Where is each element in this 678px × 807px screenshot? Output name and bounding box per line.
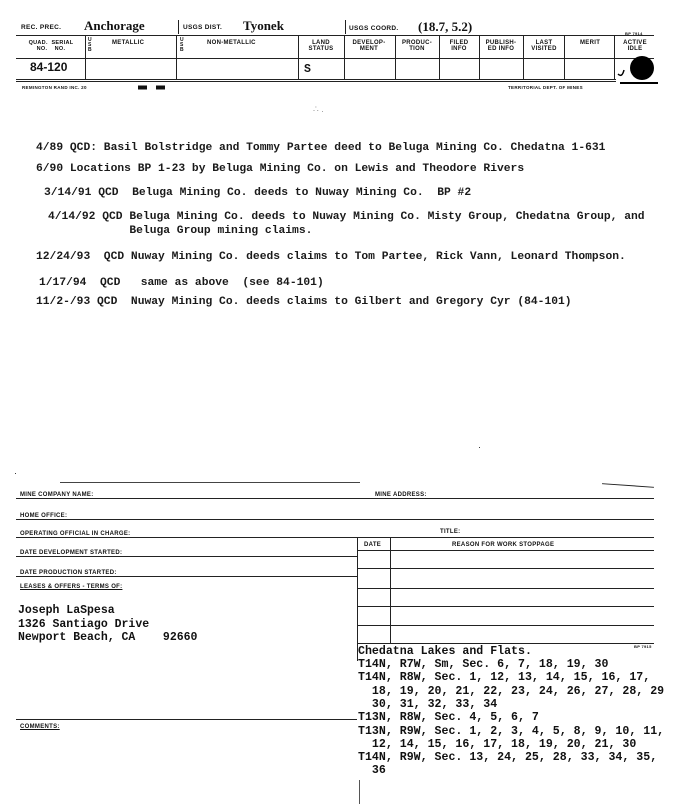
land-status-value: S [304,63,311,76]
legal-description-line: 36 [358,764,386,777]
production-label: PRODUC- TION [401,40,433,52]
land-status-label: LAND STATUS [308,40,334,52]
entry-line: 1/17/94 QCD same as above (see 84-101) [39,277,324,289]
comments-label: COMMENTS: [20,724,60,730]
filed-info-label: FILED INFO [449,40,469,52]
legal-tag: BP 7915 [634,644,652,649]
rec-prec-label: REC. PREC. [21,24,62,31]
usb-metallic-flags: U S B [88,37,92,53]
usb-nonmetallic-flags: U S B [180,37,184,53]
entry-line: 12/24/93 QCD Nuway Mining Co. deeds claims to Tom Partee, Rick Vann, Leonard Thompson. [36,251,626,263]
entry-line: 4/89 QCD: Basil Bolstridge and Tommy Partee deed to Beluga Mining Co. Chedatna 1-631 [36,142,606,154]
legal-description-line: T14N, R7W, Sm, Sec. 6, 7, 18, 19, 30 [358,658,609,671]
printer-mark-icon [138,85,178,91]
usgs-dist-value: Tyonek [243,18,284,33]
mine-address-label: MINE ADDRESS: [375,492,427,498]
smudge-mark: ∴ . [313,104,324,114]
entry-line: 4/14/92 QCD Beluga Mining Co. deeds to Nuway Mining Co. Misty Group, Chedatna Group, and [48,211,645,223]
nonmetallic-label: NON-METALLIC [207,40,256,46]
entry-line: 3/14/91 QCD Beluga Mining Co. deeds to Nuway Mining Co. BP #2 [44,187,472,199]
mine-company-label: MINE COMPANY NAME: [20,492,94,498]
home-office-label: HOME OFFICE: [20,513,68,519]
rec-prec-value: Anchorage [84,18,145,33]
printer-line: REMINGTON RAND INC. 20 [22,85,87,90]
legal-description-line: T13N, R8W, Sec. 4, 5, 6, 7 [358,711,539,724]
speck-mark: · [478,442,481,452]
entry-line: Beluga Group mining claims. [48,225,313,237]
usgs-dist-label: USGS DIST. [183,24,223,31]
status-dot-icon [612,52,658,86]
serial-number: 84-120 [30,60,68,74]
legal-description-line: T14N, R9W, Sec. 13, 24, 25, 28, 33, 34, 35, [358,751,658,764]
prod-started-label: DATE PRODUCTION STARTED: [20,570,117,576]
lessee-name: Joseph LaSpesa [18,604,115,617]
quad-serial-label: QUAD. SERIAL NO. NO. [28,40,74,52]
legal-description-line: T14N, R8W, Sec. 1, 12, 13, 14, 15, 16, 17, [358,671,651,684]
reason-column-header: REASON FOR WORK STOPPAGE [452,542,555,548]
dept-line: TERRITORIAL DEPT. OF MINES [508,85,583,90]
lessee-street: 1326 Santiago Drive [18,618,150,631]
legal-description-line: 18, 19, 20, 21, 22, 23, 24, 26, 27, 28, 29 [358,685,665,698]
lessee-city: Newport Beach, CA 92660 [18,631,198,644]
usgs-coord-label: USGS COORD. [349,25,399,32]
legal-description-line: T13N, R9W, Sec. 1, 2, 3, 4, 5, 8, 9, 10, 11, [358,725,665,738]
legal-description-line: 30, 31, 32, 33, 34 [358,698,498,711]
usgs-coord-value: (18.7, 5.2) [418,19,473,34]
date-column-header: DATE [364,542,382,548]
active-idle-label: ACTIVE IDLE [623,40,647,52]
entry-line: 11/2-/93 QCD Nuway Mining Co. deeds claims to Gilbert and Gregory Cyr (84-101) [36,296,572,308]
published-info-label: PUBLISH- ED INFO [485,40,517,52]
metallic-label: METALLIC [112,40,145,46]
merit-label: MERIT [580,40,601,46]
corner-curl-line [602,483,654,488]
operating-official-label: OPERATING OFFICIAL IN CHARGE: [20,531,131,537]
legal-description-line: 12, 14, 15, 16, 17, 18, 19, 20, 21, 30 [358,738,637,751]
title-label: TITLE: [440,529,461,535]
speck-mark: · [14,468,17,478]
form-number: BP 7914 [625,31,643,36]
dev-started-label: DATE DEVELOPMENT STARTED: [20,550,123,556]
last-visited-label: LAST VISITED [531,40,557,52]
development-label: DEVELOP- MENT [352,40,386,52]
legal-description-line: Chedatna Lakes and Flats. [358,645,532,658]
leases-label: LEASES & OFFERS - TERMS OF: [20,584,123,590]
entry-line: 6/90 Locations BP 1-23 by Beluga Mining Co. on Lewis and Theodore Rivers [36,163,525,175]
